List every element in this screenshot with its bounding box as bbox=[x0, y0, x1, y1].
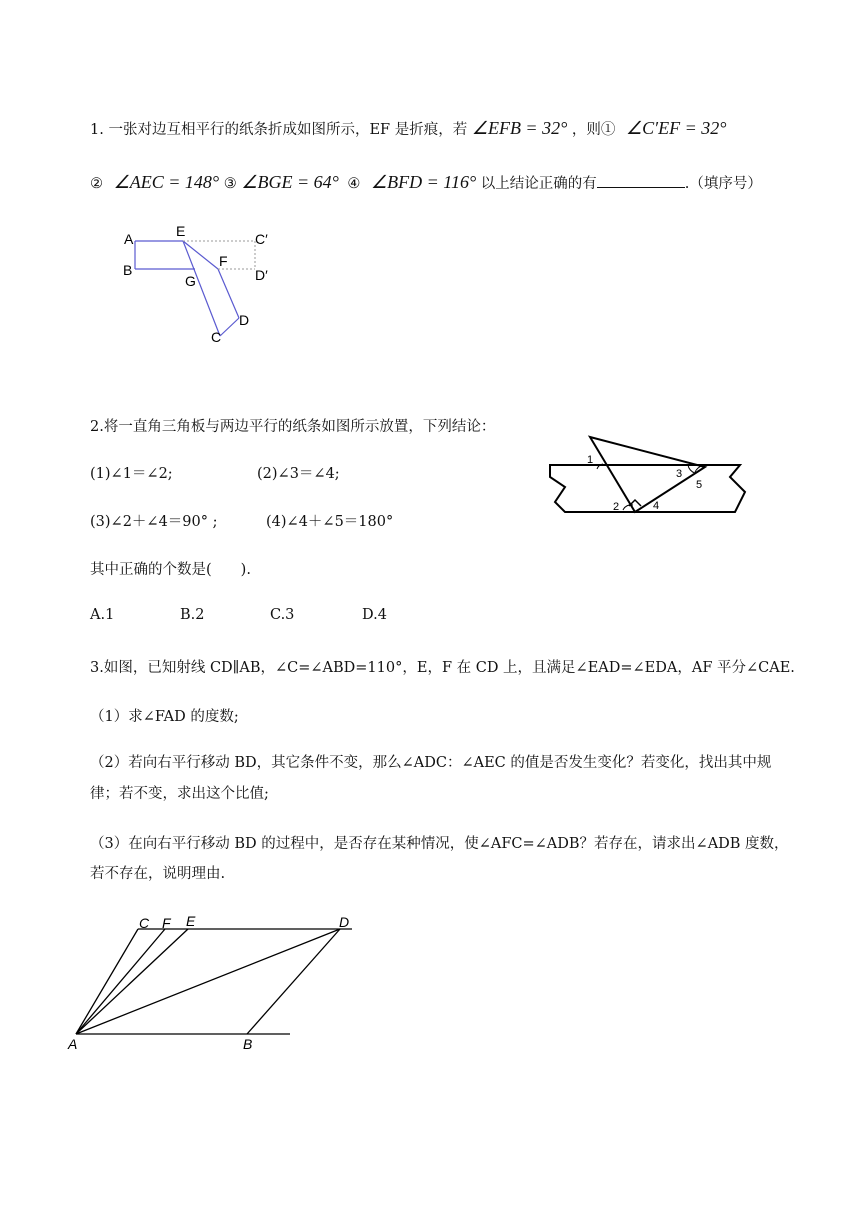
q1-marker-2: ② bbox=[90, 176, 103, 192]
q3-part-3b: 若不存在，说明理由. bbox=[90, 866, 226, 882]
q3-part-2a: （2）若向右平行移动 BD，其它条件不变，那么∠ADC：∠AEC 的值是否发生变化？若变化，找出其中规 bbox=[90, 755, 772, 771]
answer-blank bbox=[597, 173, 685, 188]
q1-marker-4: ④ bbox=[347, 176, 361, 192]
q3-part-3a: （3）在向右平行移动 BD 的过程中，是否存在某种情况，使∠AFC=∠ADB？若存在，请求出∠ADB 度数， bbox=[90, 836, 789, 852]
q1-stem: 1. 一张对边互相平行的纸条折成如图所示，EF 是折痕，若 bbox=[90, 122, 468, 138]
label-D: D bbox=[339, 914, 350, 930]
q1-line1 bbox=[90, 118, 726, 139]
label-E: E bbox=[176, 223, 186, 239]
label-F: F bbox=[219, 253, 228, 269]
label-F: F bbox=[162, 915, 171, 931]
q2-option-2: (2)∠3＝∠4; bbox=[257, 466, 340, 482]
q2-question: 其中正确的个数是( ). bbox=[90, 562, 251, 578]
q1-tail-2: .（填序号） bbox=[684, 176, 762, 192]
angle-4-label: 4 bbox=[653, 500, 660, 512]
label-B: B bbox=[123, 262, 133, 278]
label-C: C bbox=[139, 915, 150, 931]
angle-3-label: 3 bbox=[676, 468, 683, 480]
q1-marker-3: ③ bbox=[223, 176, 237, 192]
q2-choice-d: D.4 bbox=[362, 607, 387, 623]
q1-tail: 以上结论正确的有 bbox=[480, 176, 597, 192]
label-E: E bbox=[186, 913, 196, 929]
q3-part-1: （1）求∠FAD 的度数; bbox=[90, 709, 239, 725]
q2-option-1: (1)∠1＝∠2; bbox=[90, 466, 173, 482]
q1-statement-4: ∠BFD = 116° bbox=[371, 172, 477, 192]
q1-statement-2: ∠AEC = 148° bbox=[113, 172, 220, 192]
q2-triangle-strip-figure bbox=[545, 432, 755, 522]
label-D: D bbox=[239, 312, 250, 328]
q3-stem: 3.如图，已知射线 CD∥AB，∠C=∠ABD=110°，E，F 在 CD 上，且满足∠EAD=∠EDA，AF 平分∠CAE. bbox=[90, 660, 795, 676]
q3-part-2b: 律；若不变，求出这个比值; bbox=[90, 786, 269, 802]
label-D-prime: D′ bbox=[255, 267, 268, 283]
q3-ray-figure bbox=[60, 910, 360, 1055]
label-C: C bbox=[211, 329, 222, 345]
label-A: A bbox=[68, 1036, 78, 1052]
label-C-prime: C′ bbox=[255, 231, 268, 247]
q1-condition: ∠EFB = 32° bbox=[471, 118, 568, 138]
q2-option-3: (3)∠2＋∠4＝90° ; bbox=[90, 514, 218, 530]
q1-then: ，则① bbox=[571, 122, 616, 138]
label-G: G bbox=[185, 273, 196, 289]
label-B: B bbox=[243, 1036, 253, 1052]
q2-choice-a: A.1 bbox=[90, 607, 115, 623]
angle-2-label: 2 bbox=[613, 501, 620, 513]
q1-line2 bbox=[90, 172, 762, 193]
q2-choice-c: C.3 bbox=[270, 607, 295, 623]
q2-choice-b: B.2 bbox=[180, 607, 205, 623]
label-A: A bbox=[124, 231, 134, 247]
angle-5-label: 5 bbox=[696, 479, 703, 491]
angle-1-label: 1 bbox=[587, 454, 594, 466]
q1-statement-1: ∠C′EF = 32° bbox=[626, 118, 727, 138]
q1-fold-figure bbox=[115, 220, 285, 350]
q1-statement-3: ∠BGE = 64° bbox=[241, 172, 339, 192]
q2-option-4: (4)∠4＋∠5＝180° bbox=[266, 514, 394, 530]
q2-stem: 2.将一直角三角板与两边平行的纸条如图所示放置，下列结论： bbox=[90, 419, 496, 435]
